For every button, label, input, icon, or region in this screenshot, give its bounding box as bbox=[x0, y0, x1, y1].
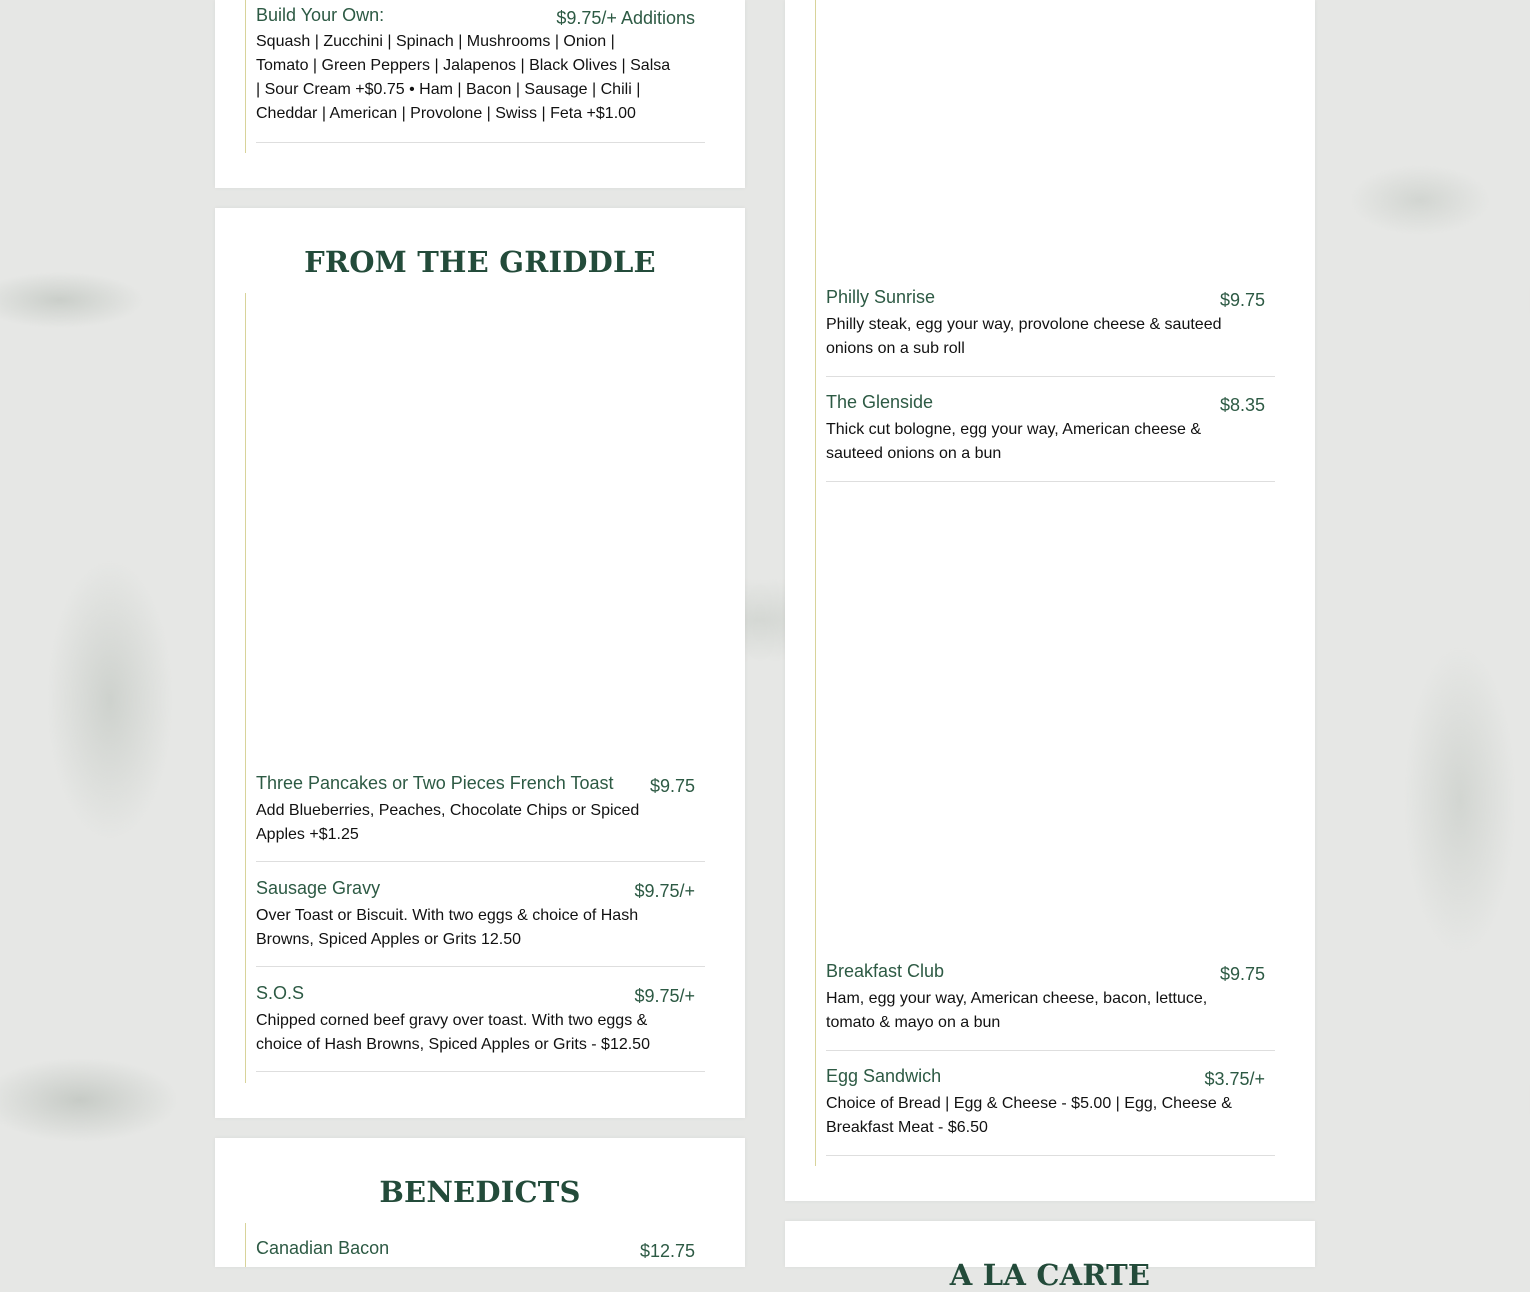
accent-line bbox=[245, 293, 246, 1083]
desc-line: onions on a sub roll bbox=[826, 340, 965, 357]
item-price: $9.75/+ Additions bbox=[556, 8, 695, 28]
item-divider bbox=[256, 966, 705, 967]
item-description bbox=[256, 1009, 696, 1057]
item-name: Philly Sunrise bbox=[826, 287, 936, 307]
item-divider bbox=[826, 376, 1275, 377]
accent-line bbox=[245, 1223, 246, 1267]
desc-line: Philly steak, egg your way, provolone cheese & sauteed bbox=[826, 316, 1222, 333]
item-price: $9.75 bbox=[649, 776, 695, 796]
item-price: $8.35 bbox=[1219, 395, 1265, 415]
item-price: $9.75/+ bbox=[634, 986, 695, 1006]
desc-line: Tomato | Green Peppers | Jalapenos | Black Olives | Salsa bbox=[256, 57, 671, 74]
item-name: The Glenside bbox=[826, 392, 934, 412]
desc-line: Ham, egg your way, American cheese, bacon, lettuce, bbox=[826, 990, 1208, 1007]
item-price: $9.75 bbox=[1219, 290, 1265, 310]
build-your-own-card bbox=[215, 0, 745, 188]
desc-line: Cheddar | American | Provolone | Swiss | Feta +$1.00 bbox=[256, 105, 636, 122]
desc-line: Browns, Spiced Apples or Grits 12.50 bbox=[256, 931, 522, 948]
item-description bbox=[826, 987, 1266, 1035]
benedicts-card bbox=[215, 1138, 745, 1267]
item-description bbox=[826, 313, 1266, 361]
accent-line bbox=[245, 0, 246, 153]
item-price: $3.75/+ bbox=[1204, 1069, 1265, 1089]
section-title: FROM THE GRIDDLE bbox=[304, 245, 656, 279]
section-title: A LA CARTE bbox=[949, 1258, 1151, 1292]
desc-line: tomato & mayo on a bun bbox=[826, 1014, 1001, 1031]
desc-line: choice of Hash Browns, Spiced Apples or Grits - $12.50 bbox=[256, 1036, 650, 1053]
item-name: Three Pancakes or Two Pieces French Toast bbox=[256, 773, 614, 793]
item-description bbox=[256, 799, 696, 847]
item-name: Sausage Gravy bbox=[256, 878, 381, 898]
item-divider bbox=[256, 1071, 705, 1072]
item-price: $12.75 bbox=[639, 1241, 695, 1261]
sandwiches-card bbox=[785, 0, 1315, 1201]
item-description bbox=[826, 418, 1266, 466]
desc-line: Breakfast Meat - $6.50 bbox=[826, 1119, 988, 1136]
desc-line: Apples +$1.25 bbox=[256, 826, 359, 843]
item-divider bbox=[826, 1050, 1275, 1051]
item-divider bbox=[826, 1155, 1275, 1156]
item-name: Breakfast Club bbox=[826, 961, 945, 981]
desc-line: Squash | Zucchini | Spinach | Mushrooms | Onion | bbox=[256, 33, 615, 50]
desc-line: Over Toast or Biscuit. With two eggs & choice of Hash bbox=[256, 907, 639, 924]
item-name: Canadian Bacon bbox=[256, 1238, 390, 1258]
item-description bbox=[256, 30, 701, 126]
item-name: S.O.S bbox=[256, 983, 305, 1003]
item-divider bbox=[256, 861, 705, 862]
desc-line: sauteed onions on a bun bbox=[826, 445, 1002, 462]
desc-line: Thick cut bologne, egg your way, American cheese & bbox=[826, 421, 1202, 438]
griddle-card bbox=[215, 208, 745, 1118]
item-description bbox=[826, 1092, 1266, 1140]
item-name: Build Your Own: bbox=[256, 5, 385, 25]
desc-line: Add Blueberries, Peaches, Chocolate Chips or Spiced bbox=[256, 802, 640, 819]
section-title: BENEDICTS bbox=[379, 1175, 581, 1209]
item-divider bbox=[826, 481, 1275, 482]
item-description bbox=[256, 904, 696, 952]
a-la-carte-card bbox=[785, 1221, 1315, 1292]
item-divider bbox=[256, 142, 705, 143]
item-price: $9.75 bbox=[1219, 964, 1265, 984]
item-price: $9.75/+ bbox=[634, 881, 695, 901]
desc-line: Choice of Bread | Egg & Cheese - $5.00 | Egg, Cheese & bbox=[826, 1095, 1232, 1112]
desc-line: | Sour Cream +$0.75 • Ham | Bacon | Sausage | Chili | bbox=[256, 81, 641, 98]
desc-line: Chipped corned beef gravy over toast. With two eggs & bbox=[256, 1012, 648, 1029]
item-name: Egg Sandwich bbox=[826, 1066, 942, 1086]
accent-line bbox=[815, 0, 816, 1166]
